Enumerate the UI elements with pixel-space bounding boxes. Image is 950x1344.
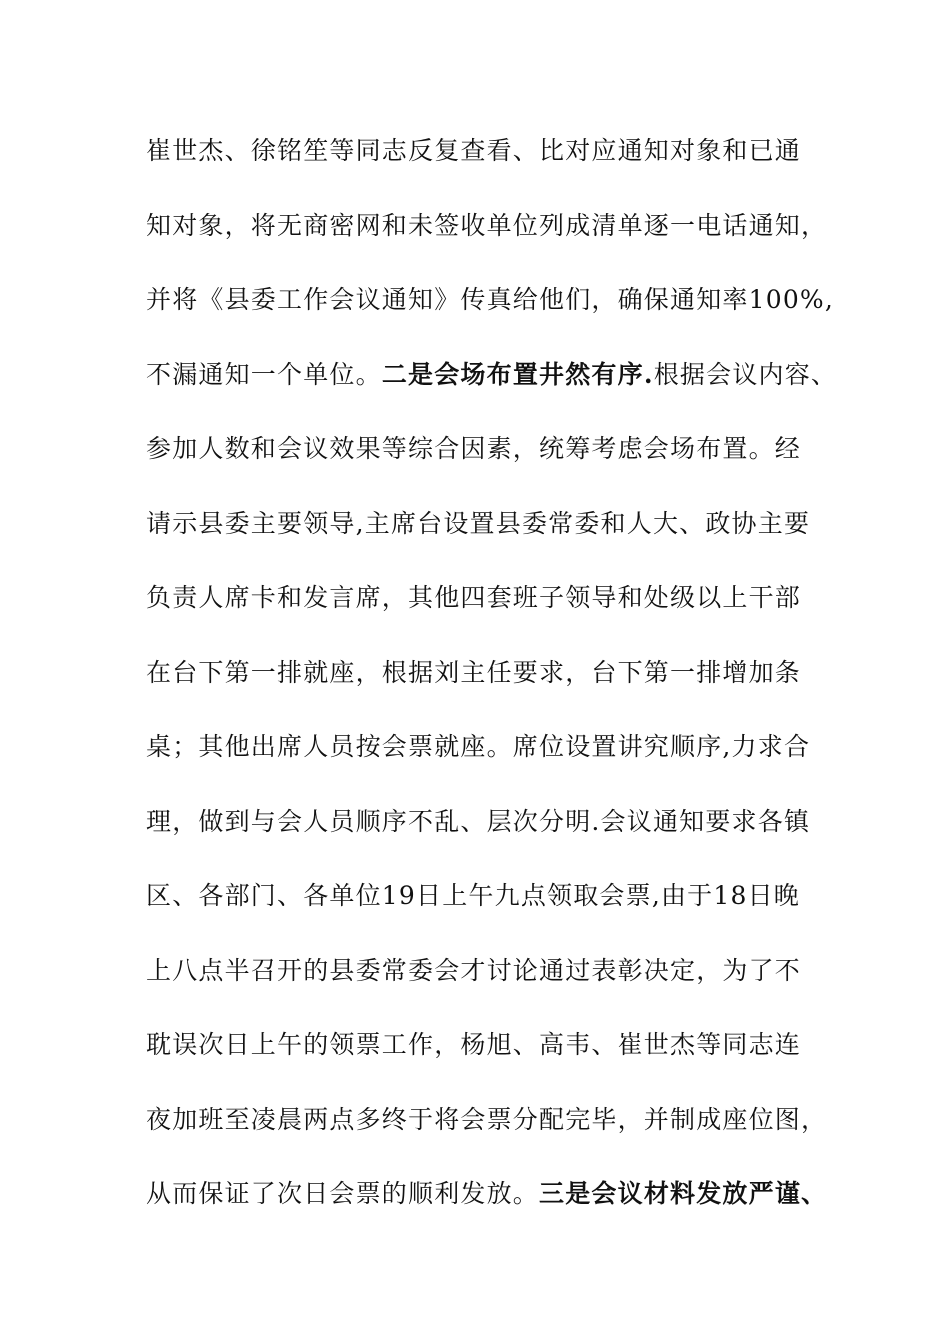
text-line bbox=[146, 128, 806, 203]
text-run: 崔世杰、徐铭笙等同志反复查看、比对应通知对象和已通 bbox=[146, 136, 802, 165]
text-run: 根据会议内容、 bbox=[653, 359, 838, 389]
text-line bbox=[146, 650, 806, 725]
text-run: 不漏通知一个单位。 bbox=[146, 359, 382, 389]
text-run: 请示县委主要领导,主席台设置县委常委和人大、政协主要 bbox=[146, 508, 811, 538]
text-run: 在台下第一排就座，根据刘主任要求，台下第一排增加条 bbox=[146, 657, 802, 687]
text-run: 从而保证了次日会票的顺利发放。 bbox=[146, 1179, 540, 1208]
text-line bbox=[146, 1171, 828, 1246]
text-run: 耽误次日上午的领票工作，杨旭、高韦、崔世杰等同志连 bbox=[146, 1030, 802, 1059]
bold-heading-run: 三是会议材料发放严谨、 bbox=[539, 1179, 828, 1208]
text-run: 负责人席卡和发言席，其他四套班子领导和处级以上干部 bbox=[146, 583, 802, 612]
text-line bbox=[146, 873, 806, 948]
text-line bbox=[146, 203, 828, 278]
text-run: 知对象，将无商密网和未签收单位列成清单逐一电话通知， bbox=[146, 210, 828, 240]
text-run: 桌；其他出席人员按会票就座。席位设置讲究顺序,力求合 bbox=[146, 732, 811, 761]
bold-heading-run: 二是会场布置井然有序. bbox=[381, 359, 654, 389]
text-run: 参加人数和会议效果等综合因素，统筹考虑会场布置。经 bbox=[146, 434, 802, 463]
text-line bbox=[146, 1022, 806, 1097]
text-line bbox=[146, 948, 806, 1023]
text-line bbox=[146, 501, 811, 576]
text-line bbox=[146, 724, 811, 799]
text-run: 夜加班至凌晨两点多终于将会票分配完毕，并制成座位图， bbox=[146, 1104, 828, 1134]
text-line bbox=[146, 426, 806, 501]
text-run: 区、各部门、各单位19日上午九点领取会票,由于18日晚 bbox=[146, 881, 800, 910]
text-run: 并将《县委工作会议通知》传真给他们，确保通知率100%, bbox=[146, 285, 835, 314]
text-line bbox=[146, 277, 835, 352]
text-line bbox=[146, 352, 838, 427]
text-run: 理，做到与会人员顺序不乱、层次分明.会议通知要求各镇 bbox=[146, 806, 811, 836]
body-text bbox=[146, 128, 838, 1246]
text-line bbox=[146, 1097, 828, 1172]
text-line bbox=[146, 799, 811, 874]
text-line bbox=[146, 575, 806, 650]
text-run: 上八点半召开的县委常委会才讨论通过表彰决定，为了不 bbox=[146, 955, 802, 985]
